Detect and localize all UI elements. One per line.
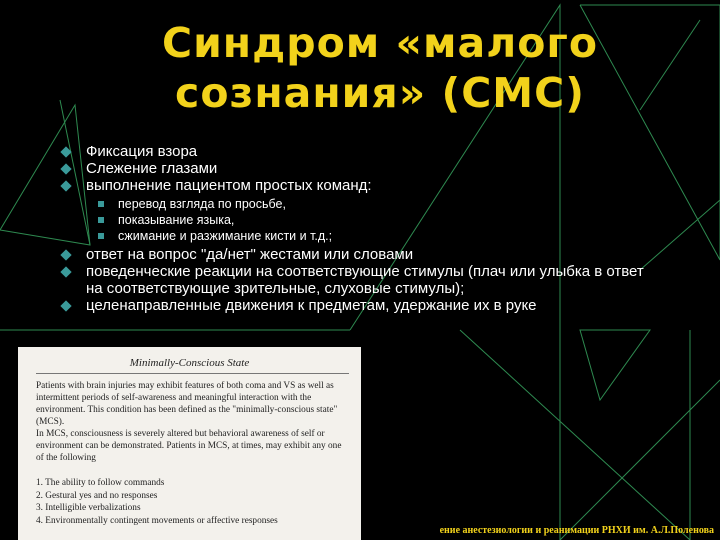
inset-list-item: 1. The ability to follow commands (36, 478, 165, 488)
inset-paragraph: In MCS, consciousness is severely altered but behavioral awareness of self or environment can be demonstrated. Patients in MCS, at times, may exhibit any one of the following (36, 429, 342, 463)
inset-body (36, 380, 351, 464)
inset-list-item: 3. Intelligible verbalizations (36, 503, 141, 513)
diamond-bullet-icon (60, 249, 71, 260)
diamond-bullet-icon (60, 300, 71, 311)
diamond-bullet-icon (60, 266, 71, 277)
inset-list-item: 2. Gestural yes and no responses (36, 490, 158, 501)
bullet-item: целенаправленные движения к предметам, удержание их в руке (62, 297, 662, 314)
slide-title (110, 18, 650, 118)
inset-divider (36, 373, 349, 374)
scanned-text-inset (18, 347, 361, 540)
inset-list-item: 4. Environmentally contingent movements or affective responses (36, 515, 278, 526)
sub-bullet-item: показывание языка, (62, 212, 662, 228)
sub-bullet-item: сжимание и разжимание кисти и т.д.; (62, 228, 662, 244)
diamond-bullet-icon (60, 146, 71, 157)
diamond-bullet-icon (60, 180, 71, 191)
square-bullet-icon (98, 201, 104, 207)
title-line-1: Синдром «малого (161, 19, 598, 67)
square-bullet-icon (98, 233, 104, 239)
bullet-item: ответ на вопрос "да/нет" жестами или словами (62, 246, 662, 263)
bullet-item: Слежение глазами (62, 160, 662, 177)
slide-footer: ение анестезиологии и реанимации РНХИ им. А.Л.Поленова (439, 525, 714, 536)
inset-title: Minimally-Conscious State (129, 357, 250, 369)
inset-paragraph: Patients with brain injuries may exhibit features of both coma and VS as well as intermittent periods of self-awareness and meaningful interaction with the environment. This condition has been defined as the "minimally-conscious state" (MCS). (36, 381, 338, 427)
square-bullet-icon (98, 217, 104, 223)
bullet-item: Фиксация взора (62, 143, 662, 160)
sub-bullet-item: перевод взгляда по просьбе, (62, 196, 662, 212)
bullet-item: поведенческие реакции на соответствующие стимулы (плач или улыбка в ответ на соответствующие зрительные, слуховые стимулы); (62, 263, 662, 297)
inset-list (36, 477, 356, 527)
bullet-list (62, 143, 662, 314)
diamond-bullet-icon (60, 163, 71, 174)
title-line-2: сознания» (СМС) (175, 69, 585, 117)
bullet-item: выполнение пациентом простых команд: (62, 177, 662, 194)
